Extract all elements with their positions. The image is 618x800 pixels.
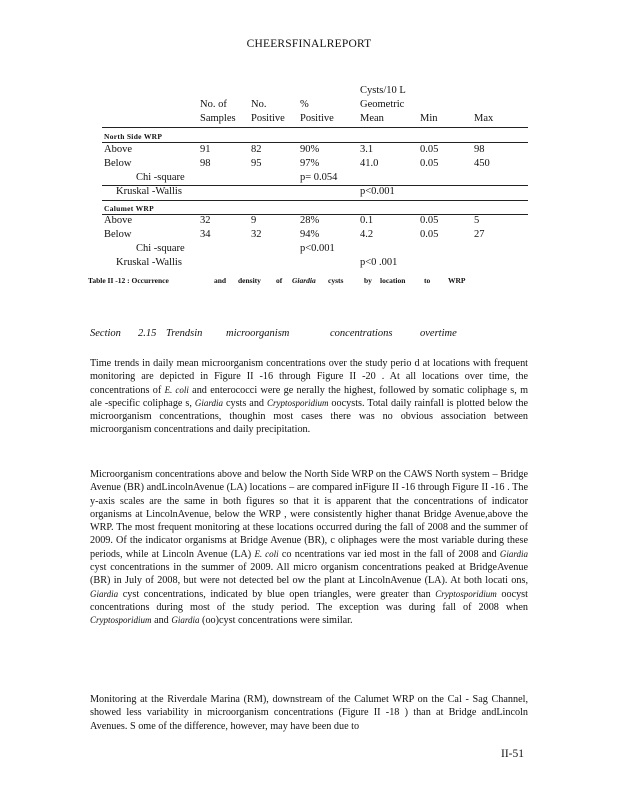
text-run: Monitoring at the Riverdale Marina (RM), downstream of the Calumet WRP on the Cal - Sag Channel, showed less variability in microorganism concentrations (Figure II -18 ) than at Bridge andLincoln Avenues. S ome of the difference, however, may have been due to <box>90 694 528 732</box>
paragraph-1 <box>90 357 528 437</box>
italic-term: Cryptosporidium <box>90 615 152 626</box>
text-run: co ncentrations var ied most in the fall of 2008 and <box>278 548 500 560</box>
col-samples-line2: Samples <box>200 113 236 124</box>
group-label: Calumet WRP <box>104 204 155 213</box>
text-run: Time trends in daily mean microorganism concentrations over the study perio d at locations with frequent monitoring are depicted in Figure II -16 through Figure II -20 . At all locations over time, the concentrations of <box>90 358 528 396</box>
col-samples-line1: No. of <box>200 99 227 110</box>
table-row: Above 32 9 28% 0.1 0.05 5 <box>104 215 480 226</box>
text-run: oocysts. Total daily rainfall is plotted below the microorganism concentrations, thoughin most cases there was no obvious association between microorganism concentrations and daily precipitation. <box>90 397 528 436</box>
table-rule <box>102 200 528 201</box>
col-gmean-line0: Cysts/10 L <box>360 85 406 96</box>
italic-term: Giardia <box>194 397 224 408</box>
table-row: Below 34 32 94% 4.2 0.05 27 <box>104 229 485 240</box>
col-min: Min <box>420 113 438 124</box>
text-run: and <box>151 615 172 627</box>
col-gmean-line2: Mean <box>360 113 384 124</box>
text-run: cyst concentrations, indicated by blue open triangles, were greater than <box>118 588 436 600</box>
col-pct-line1: % <box>300 99 309 110</box>
text-run: Microorganism concentrations above and below the North Side WRP on the CAWS North system – Bridge Avenue (BR) andLincolnAvenue (LA) locations – are compared inFigure II -16 through Figure II -16 . The y-axis scales are the same in both figures so that it is apparent that the concentrations of indicator organisms at LincolnAvenue, below the WRP , were consistently higher thanat Bridge Avenue,above the WRP. The most frequent monitoring at these locations occurred during the fall of 2008 and the summer of 2009. Of the indicator organisms at Bridge Avenue (BR), c oliphages were the most variable during these periods, while at Lincoln Avenue (LA) <box>90 469 528 560</box>
chi-square-row: Chi -square p<0.001 <box>136 243 335 254</box>
running-header: CHEERSFINALREPORT <box>246 38 372 50</box>
text-run: cysts and <box>223 397 267 409</box>
chi-square-row: Chi -square p= 0.054 <box>136 172 338 183</box>
kruskal-wallis-row: Kruskal -Wallis p<0 .001 <box>116 257 398 268</box>
italic-term: Cryptosporidium <box>266 397 329 408</box>
table-row: Above 91 82 90% 3.1 0.05 98 <box>104 144 485 155</box>
col-gmean-line1: Geometric <box>360 99 405 110</box>
text-run: oocyst concentrations during most of the study period. The exception was during fall of 2008 when <box>90 588 528 613</box>
table-header <box>88 84 528 130</box>
paragraph-3 <box>90 693 528 733</box>
col-positive-line2: Positive <box>251 113 285 124</box>
text-run: (oo)cyst concentrations were similar. <box>199 615 353 627</box>
group-label: North Side WRP <box>104 132 163 141</box>
table-rule <box>102 127 528 128</box>
italic-term: E. coli <box>164 384 189 395</box>
kruskal-wallis-row: Kruskal -Wallis p<0.001 <box>116 186 395 197</box>
italic-term: Giardia <box>171 615 200 626</box>
text-run: cyst concentrations in the summer of 2009. All micro organism concentrations peaked at BridgeAvenue (BR) in July of 2008, but were not detected bel ow the plant at LincolnAvenue (LA). At both locati ons, <box>90 562 528 587</box>
italic-term: E. coli <box>254 548 279 559</box>
italic-term: Cryptosporidium <box>435 588 497 599</box>
paragraph-2 <box>90 468 528 628</box>
col-pct-line2: Positive <box>300 113 334 124</box>
page-number: II-51 <box>501 748 524 760</box>
col-positive-line1: No. <box>251 99 267 110</box>
col-max: Max <box>474 113 494 124</box>
italic-term: Giardia <box>499 548 528 559</box>
italic-term: Giardia <box>90 588 119 599</box>
table-row: Below 98 95 97% 41.0 0.05 450 <box>104 158 490 169</box>
text-run: and enterococci were ge nerally the highest, followed by somatic coliphage s, m ale -specific coliphage s, <box>90 384 529 409</box>
